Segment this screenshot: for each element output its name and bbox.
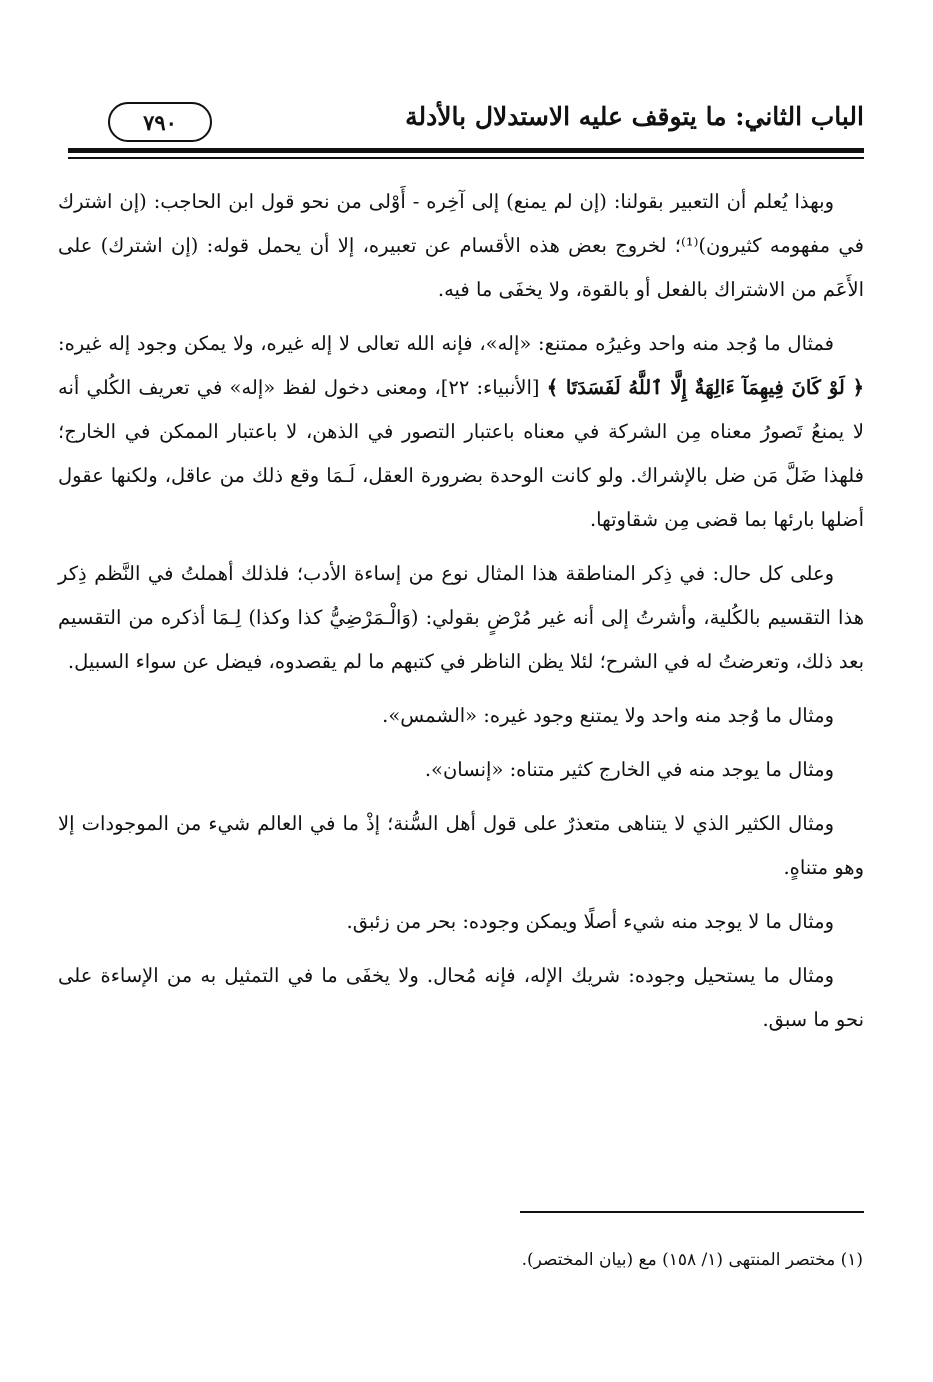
page-number-badge: ٧٩٠: [108, 102, 212, 142]
quran-verse: ﴿ لَوْ كَانَ فِيهِمَآ ءَالِهَةٌ إِلَّا ٱللَّهُ لَفَسَدَتَا ﴾: [546, 376, 865, 399]
page-header: [68, 96, 864, 156]
paragraph-8: ومثال ما يستحيل وجوده: شريك الإله، فإنه مُحال. ولا يخفَى ما في التمثيل به من الإساءة على نحو ما سبق.: [58, 964, 864, 1031]
paragraph-6: ومثال الكثير الذي لا يتناهى متعذرٌ على قول أهل السُّنة؛ إذْ ما في العالم شيء من الموجودات إلا وهو متناهٍ.: [58, 812, 864, 879]
header-rule-thin: [68, 157, 864, 159]
header-rule-thick: [68, 148, 864, 153]
main-text: [58, 180, 864, 1052]
chapter-title: الباب الثاني: ما يتوقف عليه الاستدلال بالأدلة: [405, 102, 864, 131]
footnote-1: (١) مختصر المنتهى (١/ ١٥٨) مع (بيان المختصر).: [521, 1250, 863, 1270]
paragraph-7: ومثال ما لا يوجد منه شيء أصلًا ويمكن وجوده: بحر من زئبق.: [346, 910, 834, 933]
paragraph-1: وبهذا يُعلم أن التعبير بقولنا: (إن لم يمنع) إلى آخِره - أَوْلى من نحو قول ابن الحاجب: (إن اشترك في مفهومه كثيرون)⁽¹⁾؛ لخروج بعض هذه الأقسام عن تعبيره، إلا أن يحمل قوله: (إن اشترك) على الأَعَم من الاشتراك بالفعل أو بالقوة، ولا يخفَى ما فيه.: [58, 190, 864, 301]
verse-reference: [الأنبياء: ٢٢]، ومعنى دخول لفظ «إله»: [229, 376, 540, 399]
paragraph-5: ومثال ما يوجد منه في الخارج كثير متناه: «إنسان».: [424, 758, 834, 781]
paragraph-4: ومثال ما وُجد منه واحد ولا يمتنع وجود غيره: «الشمس».: [382, 704, 834, 727]
paragraph-2-text: فمثال ما وُجد منه واحد وغيرُه ممتنع: «إله»، فإنه الله تعالى لا إله غيره، ولا يمكن وجود إله غيره:: [58, 332, 834, 355]
paragraph-3: وعلى كل حال: في ذِكر المناطقة هذا المثال نوع من إساءة الأدب؛ فلذلك أهملتُ في النَّظم ذِكر هذا التقسيم بالكُلية، وأشرتُ إلى أنه غير مُرْضٍ بقولي: (وَالْـمَرْضِيُّ كذا وكذا) لِـمَا أذكره من التقسيم بعد ذلك، وتعرضتُ له في الشرح؛ لئلا يظن الناظر في كتبهم ما لم يقصدوه، فيضل عن سواء السبيل.: [58, 562, 864, 673]
footnote-divider: [520, 1211, 864, 1213]
paragraph-2-continuation: في تعريف الكُلي أنه لا يمنعُ تَصورُ معناه مِن الشركة في معناه باعتبار التصور في الذهن، لا باعتبار الممكن في الخارج؛ فلهذا ضَلَّ مَن ضل بالإشراك. ولو كانت الوحدة بضرورة العقل، لَـمَا وقع ذلك من عاقل، ولكنها عقول أضلها بارئها بما قضى مِن شقاوتها.: [58, 376, 864, 531]
paragraph-2: [58, 322, 864, 542]
